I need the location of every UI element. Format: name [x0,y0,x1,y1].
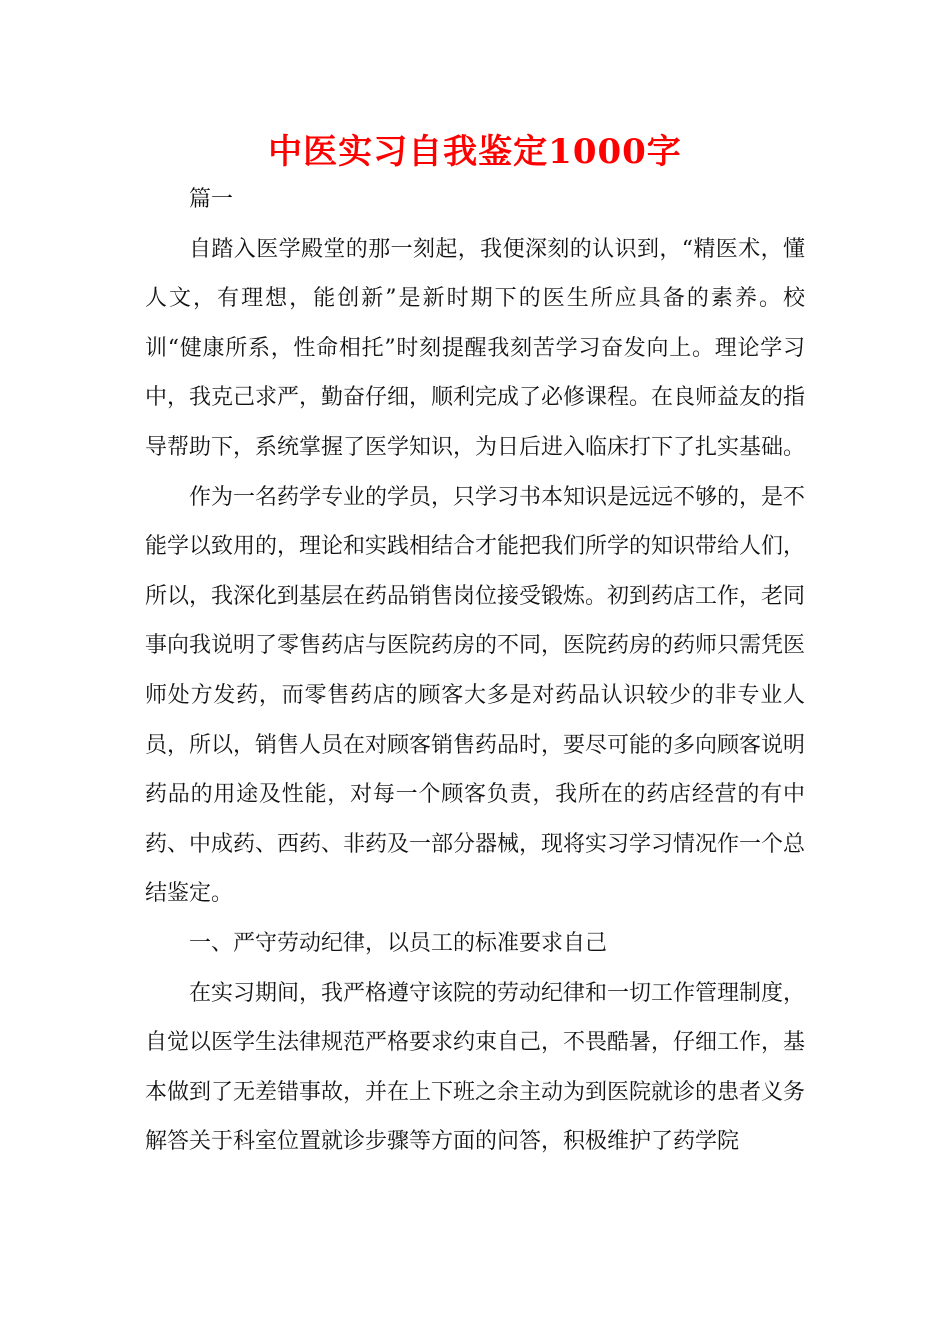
section-label: 篇一 [189,187,234,212]
paragraph: 在实习期间，我严格遵守该院的劳动纪律和一切工作管理制度，自觉以医学生法律规范严格要求约束自己，不畏酷暑，仔细工作，基本做到了无差错事故，并在上下班之余主动为到医院就诊的患者义务解答关于科室位置就诊步骤等方面的问答，积极维护了药学院 [145,980,806,1155]
document-body [145,175,805,1167]
paragraph: 自踏入医学殿堂的那一刻起，我便深刻的认识到，“精医术，懂人文，有理想，能创新”是新时期下的医生所应具备的素养。校训“健康所系，性命相托”时刻提醒我刻苦学习奋发向上。理论学习中，我克己求严，勤奋仔细，顺利完成了必修课程。在良师益友的指导帮助下，系统掌握了医学知识，为日后进入临床打下了扎实基础。 [145,236,806,460]
document-title: 中医实习自我鉴定1000字 [268,132,682,172]
section-heading: 一、严守劳动纪律，以员工的标准要求自己 [189,930,608,956]
paragraph: 作为一名药学专业的学员，只学习书本知识是远远不够的，是不能学以致用的，理论和实践相结合才能把我们所学的知识带给人们，所以，我深化到基层在药品销售岗位接受锻炼。初到药店工作，老同事向我说明了零售药店与医院药房的不同，医院药房的药师只需凭医师处方发药，而零售药店的顾客大多是对药品认识较少的非专业人员，所以，销售人员在对顾客销售药品时，要尽可能的多向顾客说明药品的用途及性能，对每一个顾客负责，我所在的药店经营的有中药、中成药、西药、非药及一部分器械，现将实习学习情况作一个总结鉴定。 [145,484,806,907]
